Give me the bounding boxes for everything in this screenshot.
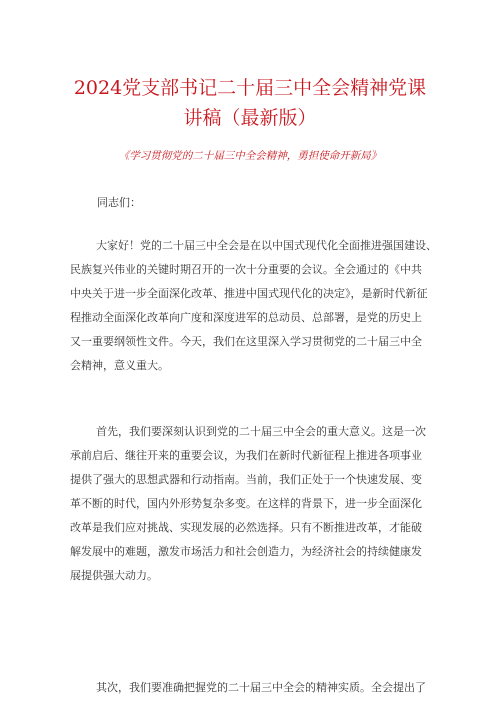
paragraph-3 [70,676,438,700]
paragraph-line: 大家好！党的二十届三中全会是在以中国式现代化全面推进强国建设、 [96,239,437,252]
document-title-line-1: 2024党支部书记二十届三中全会精神党课 [73,77,427,99]
paragraph-line: 改革是我们应对挑战、实现发展的必然选择。只有不断推进改革，才能破 [70,521,422,534]
paragraph-line: 承前启后、继往开来的重要会议，为我们在新时代新征程上推进各项事业 [70,449,422,462]
paragraph-line: 又一重要纲领性文件。今天，我们在这里深入学习贯彻党的二十届三中全 [70,335,422,348]
paragraph-line: 中央关于进一步全面深化改革、推进中国式现代化的决定》，是新时代新征 [70,287,428,300]
paragraph-line: 程推动全面深化改革向广度和深度进军的总动员、总部署，是党的历史上 [70,311,422,324]
paragraph-1 [70,234,438,378]
document-title-line-2: 讲稿（最新版） [183,107,317,129]
paragraph-2 [70,420,438,588]
paragraph-line: 其次，我们要准确把握党的二十届三中全会的精神实质。全会提出了 [96,681,426,694]
paragraph-line: 民族复兴伟业的关键时期召开的一次十分重要的会议。全会通过的《中共 [70,263,422,276]
paragraph-line: 解发展中的难题，激发市场活力和社会创造力，为经济社会的持续健康发 [70,545,422,558]
paragraph-line: 提供了强大的思想武器和行动指南。当前，我们正处于一个快速发展、变 [70,473,422,486]
paragraph-line: 会精神，意义重大。 [70,359,169,372]
paragraph-line: 展提供强大动力。 [70,569,158,582]
document-subtitle: 《学习贯彻党的二十届三中全会精神，勇担使命开新局》 [118,150,382,162]
paragraph-line: 首先，我们要深刻认识到党的二十届三中全会的重大意义。这是一次 [96,425,426,438]
greeting: 同志们： [97,196,141,209]
paragraph-line: 革不断的时代，国内外形势复杂多变。在这样的背景下，进一步全面深化 [70,497,422,510]
